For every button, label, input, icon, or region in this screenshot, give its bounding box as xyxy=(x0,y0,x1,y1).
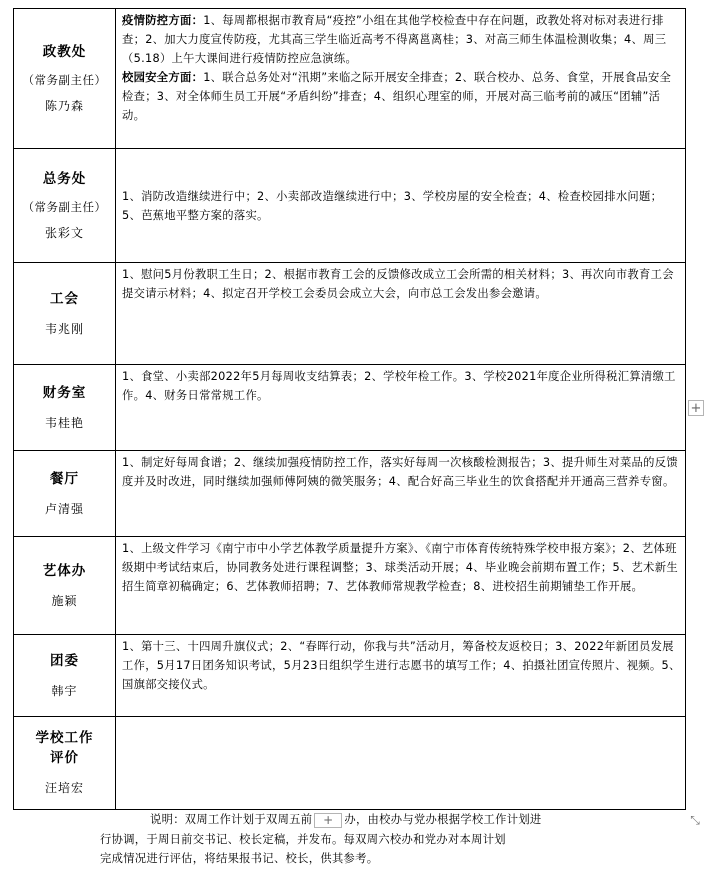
table-row xyxy=(14,9,685,148)
dept-name: 艺体办 xyxy=(42,562,87,579)
plus-icon: + xyxy=(690,401,702,416)
footer-text: 办，由校办与党办根据学校工作计划进 xyxy=(344,813,542,826)
section-title: 疫情防控方面： xyxy=(122,14,204,27)
plan-text: 1、第十三、十四周升旗仪式；2、“春晖行动，你我与共”活动月，筹备校友返校日；3、2022年新团员发展工作，5月17日团务知识考试，5月23日组织学生进行志愿书的填写工作；4、拍摄社团宣传照片、视频。5、国旗部交接仪式。 xyxy=(122,640,681,691)
plan-cell xyxy=(116,263,685,364)
plan-cell xyxy=(116,9,685,148)
dept-name: 政教处 xyxy=(42,43,87,60)
plan-cell xyxy=(116,149,685,262)
work-plan-table xyxy=(13,8,686,810)
plan-text: 1、食堂、小卖部2022年5月每周收支结算表；2、学校年检工作。3、学校2021年度企业所得税汇算清缴工作。4、财务日常常规工作。 xyxy=(122,370,676,402)
dept-cell xyxy=(14,149,116,262)
plan-cell xyxy=(116,635,685,716)
section-title: 校园安全方面： xyxy=(122,71,204,84)
dept-name: 工会 xyxy=(50,290,79,307)
plan-text: 1、消防改造继续进行中；2、小卖部改造继续进行中；3、学校房屋的安全检查；4、检查校园排水问题；5、芭蕉地平整方案的落实。 xyxy=(122,189,663,222)
plan-cell[interactable] xyxy=(116,717,685,809)
dept-role: （常务副主任） xyxy=(22,199,107,214)
dept-role: （常务副主任） xyxy=(22,72,107,87)
plan-text: 1、慰问5月份教职工生日；2、根据市教育工会的反馈修改成立工会所需的相关材料；3、再次向市教育工会提交请示材料；4、拟定召开学校工会委员会成立大会，向市总工会发出参会邀请。 xyxy=(122,268,674,300)
dept-person: 张彩文 xyxy=(44,225,84,240)
dept-name: 团委 xyxy=(50,652,79,669)
resize-handle-icon[interactable]: ⤡ xyxy=(690,813,700,827)
plan-cell xyxy=(116,451,685,536)
insert-plus-button[interactable] xyxy=(314,813,342,828)
table-row xyxy=(14,450,685,536)
dept-cell xyxy=(14,9,116,148)
dept-person: 汪培宏 xyxy=(44,781,84,795)
plan-text: 1、制定好每周食谱；2、继续加强疫情防控工作，落实好每周一次核酸检测报告；3、提升师生对菜品的反馈度并及时改进，同时继续加强师傅阿姨的微笑服务；4、配合好高三毕业生的饮食搭配并开通高三营养专窗。 xyxy=(122,456,678,488)
dept-name: 财务室 xyxy=(42,384,87,401)
table-row xyxy=(14,536,685,634)
plus-icon: + xyxy=(323,812,334,827)
dept-name: 学校工作 评价 xyxy=(35,730,94,766)
dept-name: 餐厅 xyxy=(50,470,79,487)
dept-cell xyxy=(14,717,116,809)
footer-note xyxy=(100,810,620,869)
section-text: 1、联合总务处对“汛期”来临之际开展安全排查；2、联合校办、总务、食堂，开展食品安全检查；3、对全体师生员工开展“矛盾纠纷”排查；4、组织心理室的师，开展对高三临考前的减压“团辅”活动。 xyxy=(122,71,672,122)
dept-cell xyxy=(14,451,116,536)
plan-text: 1、上级文件学习《南宁市中小学艺体教学质量提升方案》、《南宁市体育传统特殊学校申报方案》；2、艺体班级期中考试结束后，协同教务处进行课程调整；3、球类活动开展；4、毕业晚会前期布置工作；5、艺术新生招生简章初稿确定；6、艺体教师招聘；7、艺体教师常规教学检查；8、进校招生前期铺垫工作开展。 xyxy=(122,542,678,593)
footer-text: 说明：双周工作计划于双周五前 xyxy=(150,813,313,826)
add-row-button[interactable] xyxy=(688,400,704,416)
plan-cell xyxy=(116,365,685,450)
dept-person: 韦桂艳 xyxy=(44,415,84,430)
dept-person: 韦兆刚 xyxy=(44,321,84,336)
plan-paragraph xyxy=(122,11,681,68)
table-row xyxy=(14,716,685,809)
footer-line: 行协调，于周日前交书记、校长定稿，并发布。每双周六校办和党办对本周计划 xyxy=(100,832,506,846)
table-row xyxy=(14,148,685,262)
section-text: 1、每周都根据市教育局“疫控”小组在其他学校检查中存在问题，政教处将对标对表进行排查；2、加大力度宣传防疫，尤其高三学生临近高考不得离邕离桂；3、对高三师生体温检测收集；4、周三（5.18）上午大课间进行疫情防控应急演练。 xyxy=(122,14,667,65)
dept-person: 施颖 xyxy=(51,593,78,608)
dept-name: 总务处 xyxy=(42,170,87,187)
dept-person: 韩宇 xyxy=(51,683,78,698)
plan-paragraph xyxy=(122,68,681,125)
dept-cell xyxy=(14,365,116,450)
table-row xyxy=(14,634,685,716)
plan-cell xyxy=(116,537,685,634)
dept-person: 卢清强 xyxy=(44,501,84,516)
dept-cell xyxy=(14,537,116,634)
dept-cell xyxy=(14,263,116,364)
footer-line: 完成情况进行评估，将结果报书记、校长，供其参考。 xyxy=(100,852,379,865)
dept-cell xyxy=(14,635,116,716)
table-row xyxy=(14,262,685,364)
table-row xyxy=(14,364,685,450)
footer-line xyxy=(100,810,620,830)
dept-person: 陈乃森 xyxy=(44,98,84,113)
